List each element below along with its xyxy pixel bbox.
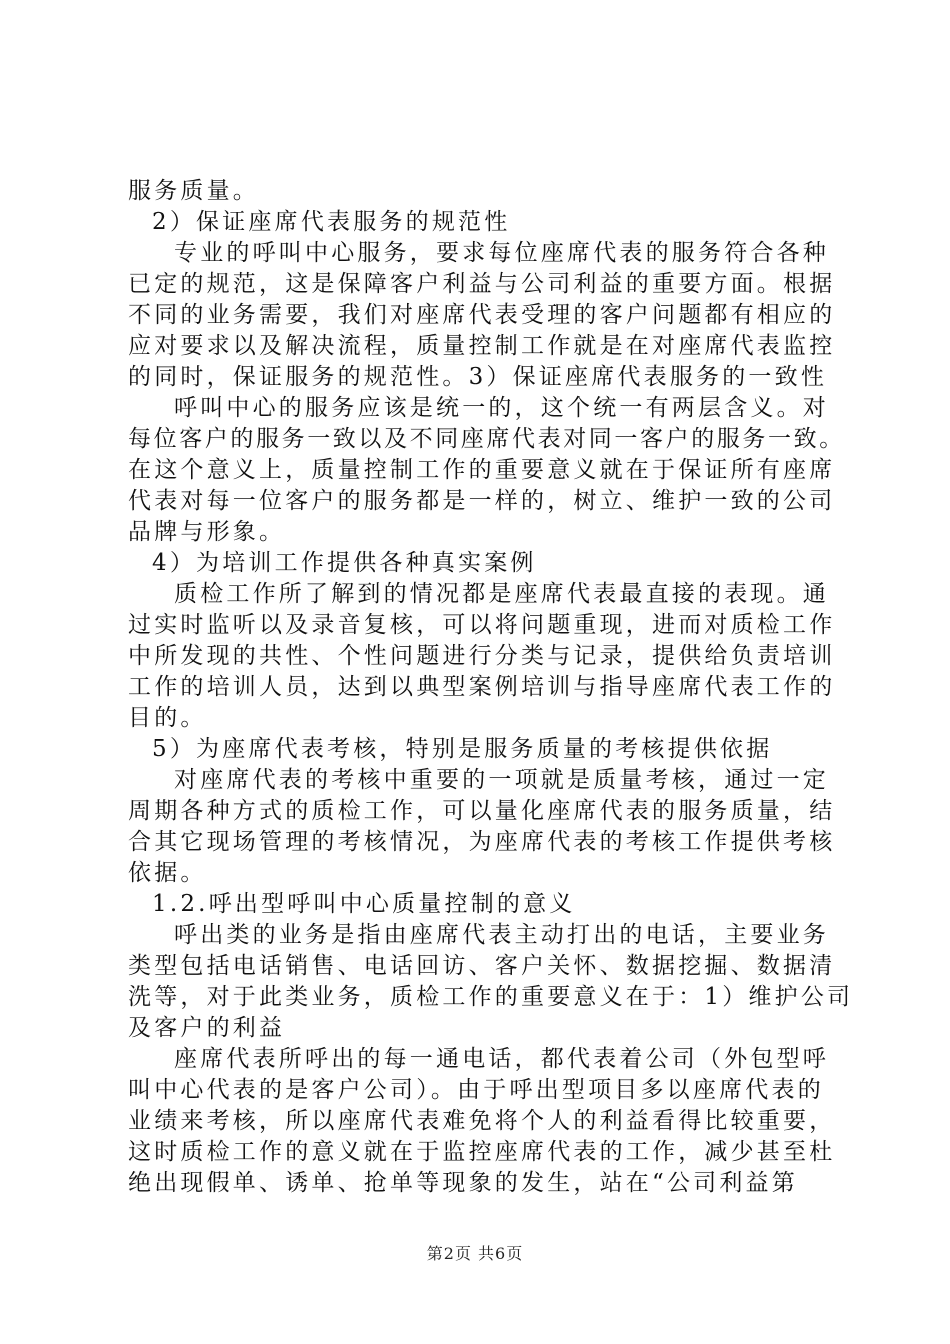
text-line: 类型包括电话销售、电话回访、客户关怀、数据挖掘、数据清 [128,953,836,979]
text-line: 依据。 [128,860,207,886]
text-line: 绝出现假单、诱单、抢单等现象的发生，站在“公司利益第 [128,1170,798,1196]
text-line: 在这个意义上，质量控制工作的重要意义就在于保证所有座席 [128,457,836,483]
text-line: 呼叫中心的服务应该是统一的，这个统一有两层含义。对 [174,395,829,421]
text-line: 代表对每一位客户的服务都是一样的，树立、维护一致的公司 [128,488,836,514]
page-footer: 第2页 共6页 [426,1244,524,1263]
text-line: 座席代表所呼出的每一通电话，都代表着公司（外包型呼 [174,1046,829,1072]
section-heading: 5）为座席代表考核，特别是服务质量的考核提供依据 [152,736,773,762]
text-line: 过实时监听以及录音复核，可以将问题重现，进而对质检工作 [128,612,836,638]
text-line: 这时质检工作的意义就在于监控座席代表的工作，减少甚至杜 [128,1139,836,1165]
text-line: 质检工作所了解到的情况都是座席代表最直接的表现。通 [174,581,829,607]
text-line: 每位客户的服务一致以及不同座席代表对同一客户的服务一致。 [128,426,845,452]
text-line: 对座席代表的考核中重要的一项就是质量考核，通过一定 [174,767,829,793]
text-line: 目的。 [128,705,207,731]
text-line: 中所发现的共性、个性问题进行分类与记录，提供给负责培训 [128,643,836,669]
text-line: 周期各种方式的质检工作，可以量化座席代表的服务质量，结 [128,798,836,824]
section-heading: 4）为培训工作提供各种真实案例 [152,550,537,576]
text-line: 专业的呼叫中心服务，要求每位座席代表的服务符合各种 [174,240,829,266]
text-line: 品牌与形象。 [128,519,286,545]
text-line: 叫中心代表的是客户公司）。由于呼出型项目多以座席代表的 [128,1077,824,1103]
text-line: 的同时，保证服务的规范性。3）保证座席代表服务的一致性 [128,364,828,390]
text-line: 合其它现场管理的考核情况，为座席代表的考核工作提供考核 [128,829,836,855]
text-line: 业绩来考核，所以座席代表难免将个人的利益看得比较重要， [128,1108,836,1134]
text-line: 工作的培训人员，达到以典型案例培训与指导座席代表工作的 [128,674,836,700]
section-heading: 1.2.呼出型呼叫中心质量控制的意义 [152,891,576,917]
text-line: 服务质量。 [128,178,259,204]
text-line: 洗等，对于此类业务，质检工作的重要意义在于：1）维护公司 [128,984,854,1010]
text-line: 及客户的利益 [128,1015,286,1041]
text-line: 应对要求以及解决流程，质量控制工作就是在对座席代表监控 [128,333,836,359]
text-line: 已定的规范，这是保障客户利益与公司利益的重要方面。根据 [128,271,836,297]
section-heading: 2）保证座席代表服务的规范性 [152,209,511,235]
text-line: 呼出类的业务是指由座席代表主动打出的电话，主要业务 [174,922,829,948]
text-line: 不同的业务需要，我们对座席代表受理的客户问题都有相应的 [128,302,836,328]
